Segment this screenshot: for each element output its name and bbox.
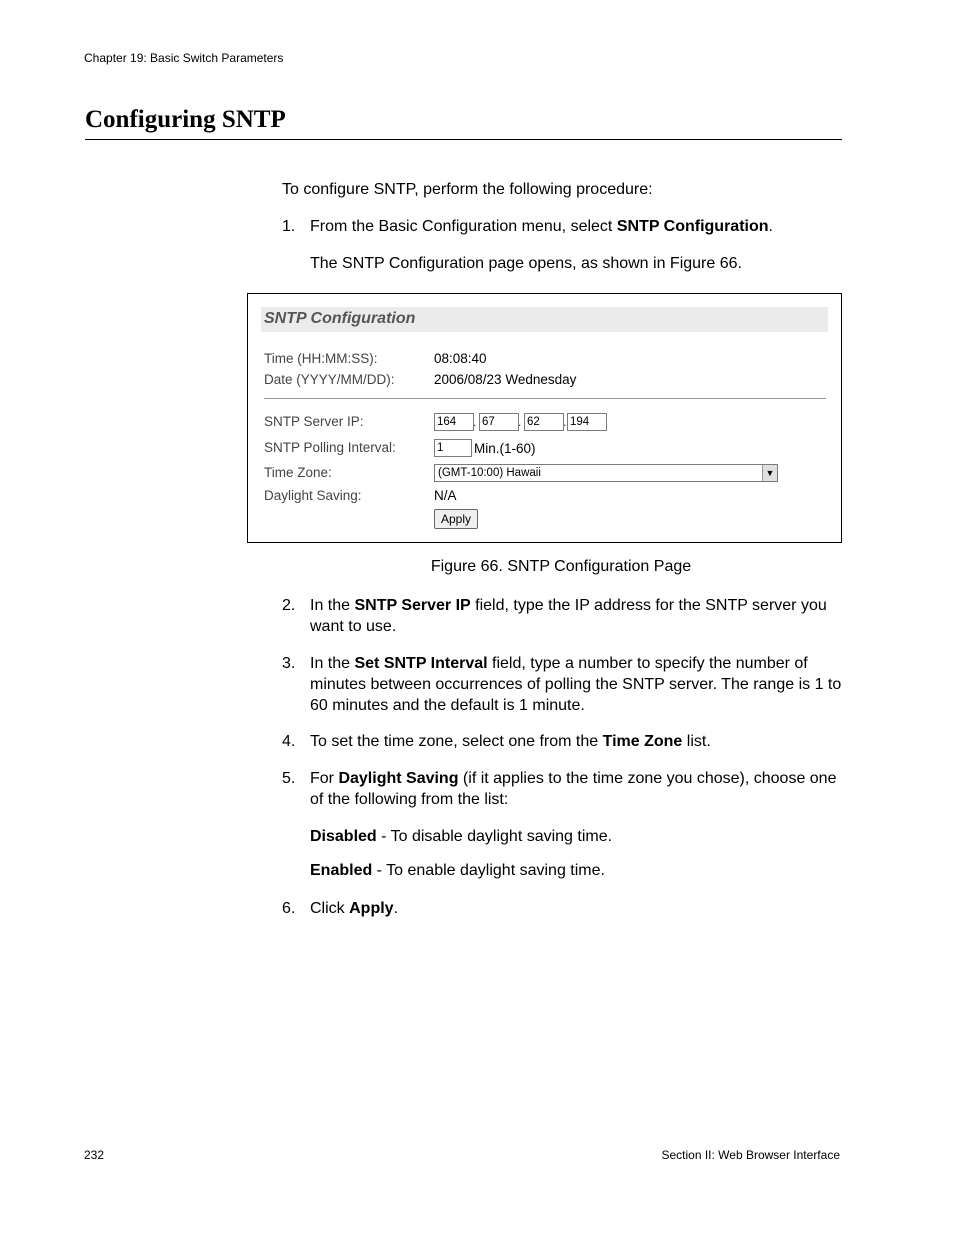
step-text: In the bbox=[310, 655, 355, 672]
step-4 bbox=[282, 731, 842, 752]
time-value: 08:08:40 bbox=[434, 351, 487, 366]
time-label: Time (HH:MM:SS): bbox=[264, 351, 378, 366]
server-ip-label: SNTP Server IP: bbox=[264, 414, 364, 429]
polling-interval-input[interactable]: 1 bbox=[434, 439, 472, 457]
timezone-label: Time Zone: bbox=[264, 465, 332, 480]
step-text: (if it applies to the time zone you chose), choose one of the following from the list: bbox=[310, 770, 837, 808]
step-bold: SNTP Configuration bbox=[616, 218, 769, 235]
figure-caption-row bbox=[0, 558, 954, 576]
date-label: Date (YYYY/MM/DD): bbox=[264, 372, 395, 387]
step-text: . bbox=[768, 218, 773, 235]
title-rule bbox=[85, 139, 842, 140]
step-text: field, type a number to specify the number of minutes between occurrences of polling the SNTP server. The range is 1 to 60 minutes and the default is 1 minute. bbox=[310, 655, 842, 714]
step-number: 3. bbox=[282, 655, 296, 672]
section-title: Configuring SNTP bbox=[85, 106, 286, 133]
step-text: For bbox=[310, 770, 339, 787]
figure-title: SNTP Configuration bbox=[264, 310, 416, 327]
apply-button[interactable]: Apply bbox=[434, 509, 478, 529]
ip-octet-4-input[interactable]: 194 bbox=[567, 413, 607, 431]
step-number: 4. bbox=[282, 733, 296, 750]
option-enabled bbox=[310, 860, 842, 881]
ip-octet-3-input[interactable]: 62 bbox=[524, 413, 564, 431]
daylight-label: Daylight Saving: bbox=[264, 488, 362, 503]
timezone-select[interactable] bbox=[434, 464, 778, 482]
step-number: 1. bbox=[282, 218, 296, 235]
date-value: 2006/08/23 Wednesday bbox=[434, 372, 577, 387]
polling-label: SNTP Polling Interval: bbox=[264, 440, 396, 455]
step-text: Click bbox=[310, 900, 350, 917]
polling-unit: Min.(1-60) bbox=[474, 441, 536, 456]
step-number: 5. bbox=[282, 770, 296, 787]
step-bold: SNTP Server IP bbox=[354, 597, 471, 614]
option-bold: Disabled bbox=[310, 828, 377, 845]
step-bold: Time Zone bbox=[602, 733, 683, 750]
page-number: 232 bbox=[84, 1148, 105, 1162]
ip-octet-1-input[interactable]: 164 bbox=[434, 413, 474, 431]
figure-caption: Figure 66. SNTP Configuration Page bbox=[430, 558, 692, 575]
step-3 bbox=[282, 653, 842, 716]
step-number: 2. bbox=[282, 597, 296, 614]
ip-separator: . bbox=[563, 415, 567, 429]
ip-separator: . bbox=[518, 415, 522, 429]
daylight-value: N/A bbox=[434, 488, 457, 503]
step-6 bbox=[282, 898, 842, 919]
step-text: From the Basic Configuration menu, select bbox=[310, 218, 617, 235]
step-text: field, type the IP address for the SNTP server you want to use. bbox=[310, 597, 827, 635]
step-bold: Apply bbox=[349, 900, 394, 917]
step-text: list. bbox=[682, 733, 711, 750]
step-bold: Daylight Saving bbox=[338, 770, 459, 787]
figure-divider bbox=[264, 398, 826, 399]
timezone-selected: (GMT-10:00) Hawaii bbox=[438, 467, 541, 479]
option-text: - To enable daylight saving time. bbox=[372, 862, 605, 879]
chevron-down-icon[interactable]: ▼ bbox=[762, 465, 777, 481]
running-header: Chapter 19: Basic Switch Parameters bbox=[84, 51, 284, 65]
step-bold: Set SNTP Interval bbox=[354, 655, 488, 672]
section-footer: Section II: Web Browser Interface bbox=[661, 1148, 840, 1162]
intro-text: To configure SNTP, perform the following procedure: bbox=[282, 181, 653, 198]
step-text: In the bbox=[310, 597, 355, 614]
ip-octet-2-input[interactable]: 67 bbox=[479, 413, 519, 431]
step-2 bbox=[282, 595, 842, 637]
step-1 bbox=[282, 216, 842, 237]
option-bold: Enabled bbox=[310, 862, 373, 879]
step-5 bbox=[282, 768, 842, 810]
step-number: 6. bbox=[282, 900, 296, 917]
step-text: To set the time zone, select one from the bbox=[310, 733, 603, 750]
ip-separator: . bbox=[473, 415, 477, 429]
sntp-configuration-figure bbox=[247, 293, 842, 543]
option-disabled bbox=[310, 826, 842, 847]
step-1-note: The SNTP Configuration page opens, as shown in Figure 66. bbox=[310, 255, 742, 272]
option-text: - To disable daylight saving time. bbox=[376, 828, 613, 845]
step-text: . bbox=[393, 900, 399, 917]
